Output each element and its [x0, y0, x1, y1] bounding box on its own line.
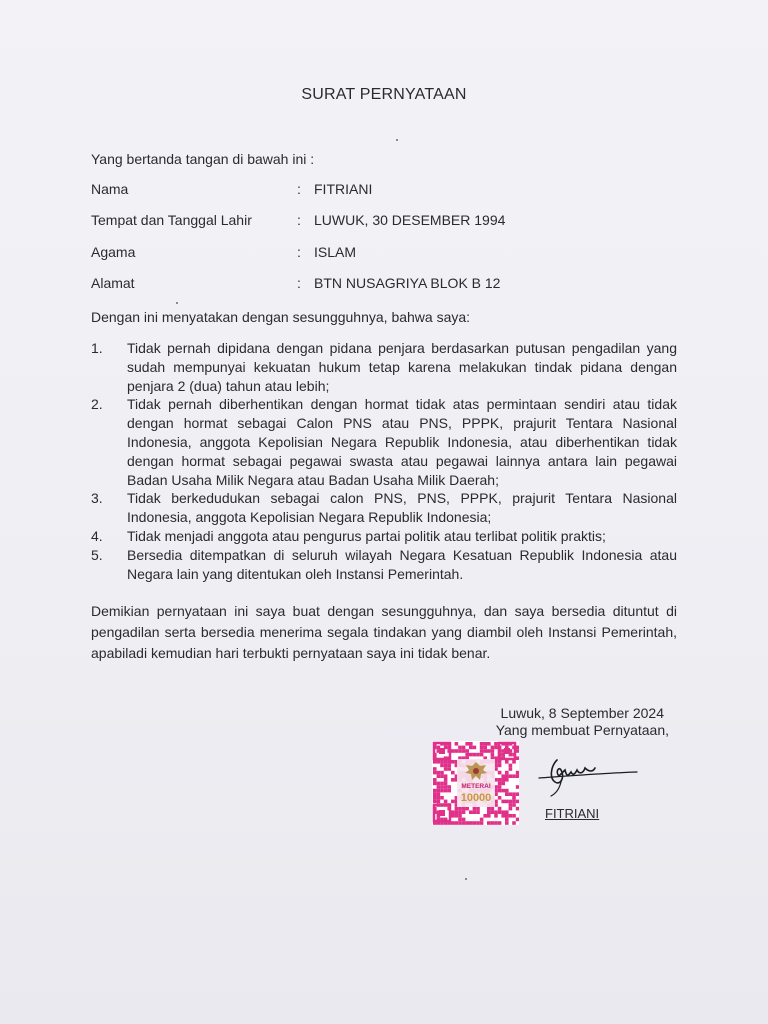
paper-speck — [396, 139, 398, 141]
paper-speck — [465, 878, 467, 880]
item-number: 3. — [91, 490, 103, 507]
field-label: Tempat dan Tanggal Lahir — [91, 212, 252, 228]
intro-text: Yang bertanda tangan di bawah ini : — [91, 151, 315, 167]
list-item — [91, 546, 677, 584]
field-value: BTN NUSAGRIYA BLOK B 12 — [314, 275, 501, 291]
item-number: 2. — [91, 396, 103, 413]
field-value: LUWUK, 30 DESEMBER 1994 — [314, 212, 506, 228]
item-number: 5. — [91, 546, 103, 563]
maker-label: Yang membuat Pernyataan, — [495, 722, 669, 738]
declaration-intro: Dengan ini menyatakan dengan sesungguhnya, bahwa saya: — [91, 309, 471, 325]
field-value: FITRIANI — [314, 181, 373, 197]
item-number: 4. — [91, 527, 103, 544]
paper-speck — [176, 302, 178, 304]
field-label: Nama — [91, 181, 129, 197]
document-title: SURAT PERNYATAAN — [301, 86, 467, 103]
stamp-value: 10000 — [460, 792, 492, 804]
field-label: Agama — [91, 244, 136, 260]
item-text: Tidak menjadi anggota atau pengurus partai politik atau terlibat politik praktis; — [127, 527, 606, 544]
list-item — [91, 527, 677, 546]
handwritten-signature — [537, 752, 639, 800]
item-text: Tidak pernah dipidana dengan pidana penjara berdasarkan putusan pengadilan yang sudah mempunyai kekuatan hukum tetap karena melakukan tindak pidana dengan penjara 2 (dua) tahun atau lebih; — [127, 340, 677, 394]
field-colon: : — [297, 244, 301, 260]
field-colon: : — [297, 212, 301, 228]
closing-paragraph: Demikian pernyataan ini saya buat dengan sesungguhnya, dan saya bersedia dituntut di pengadilan serta bersedia menerima segala tindakan yang diambil oleh Instansi Pemerintah, apabiladi kemudian hari terbukti pernyataan saya ini tidak benar. — [91, 603, 677, 661]
stamp-label: METERAI — [461, 783, 491, 790]
item-text: Tidak pernah diberhentikan dengan hormat tidak atas permintaan sendiri atau tidak dengan hormat sebagai Calon PNS atau PNS, PPPK, prajurit Tentara Nasional Indonesia, anggota Kepolisian Negara Republik Indonesia, atau diberhentikan tidak dengan hormat sebagai pegawai swasta atau pegawai lainnya antara lain pegawai Badan Usaha Milik Negara atau Badan Usaha Milik Daerah; — [127, 396, 677, 488]
place-date: Luwuk, 8 September 2024 — [500, 705, 664, 721]
field-colon: : — [297, 181, 301, 197]
list-item — [91, 489, 677, 527]
field-label: Alamat — [91, 275, 135, 291]
signer-name: FITRIANI — [545, 806, 600, 821]
list-item — [91, 395, 677, 489]
field-value: ISLAM — [314, 244, 357, 260]
item-number: 1. — [91, 340, 103, 356]
meterai-stamp — [432, 741, 519, 825]
item-text: Bersedia ditempatkan di seluruh wilayah Negara Kesatuan Republik Indonesia atau Negara lain yang ditentukan oleh Instansi Pemerintah. — [127, 546, 677, 582]
item-text: Tidak berkedudukan sebagai calon PNS, PNS, PPPK, prajurit Tentara Nasional Indonesia, anggota Kepolisian Negara Republik Indonesia; — [127, 490, 677, 526]
list-item — [91, 339, 677, 395]
declaration-list — [91, 339, 677, 583]
field-colon: : — [297, 275, 301, 291]
